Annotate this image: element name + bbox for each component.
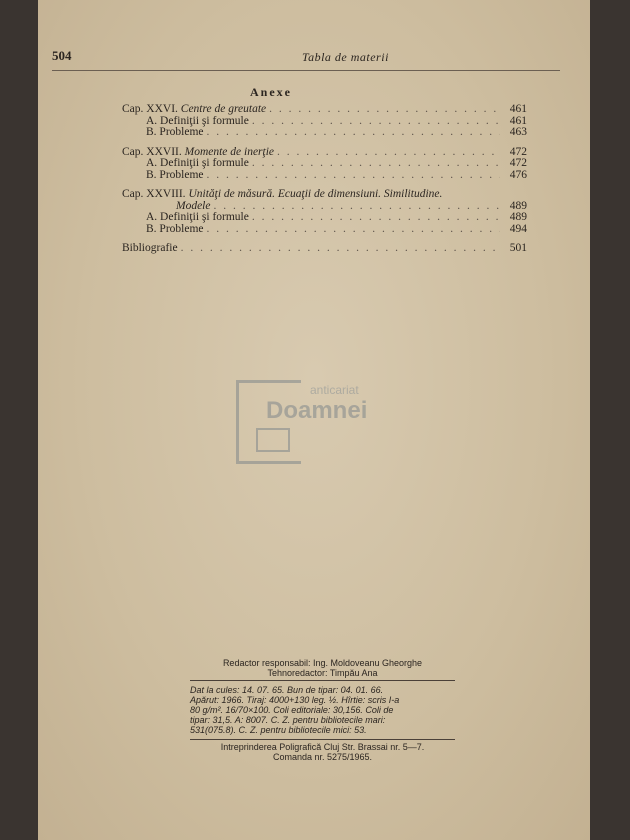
leader-dots: [207, 127, 501, 139]
toc-page-number: 461: [509, 103, 527, 115]
divider: [190, 680, 455, 681]
colophon-editor: Redactor responsabil: Ing. Moldoveanu Gheorghe: [222, 658, 423, 668]
colophon-line: tipar: 31,5. A: 8007. C. Z. pentru bibliotecile mari:: [190, 715, 386, 725]
table-of-contents: [122, 104, 527, 255]
toc-chapter-label: Cap. XXVI.: [122, 103, 178, 115]
toc-page-number: 494: [509, 222, 527, 235]
toc-entry: [122, 170, 527, 182]
toc-entry: [122, 127, 527, 139]
running-title: Tabla de materii: [302, 50, 389, 64]
toc-chapter-title: Centre de greutate: [180, 103, 267, 115]
toc-chapter-title-continued: Modele: [176, 199, 211, 212]
toc-subentry-label: A. Definiţii şi formule: [146, 157, 249, 169]
toc-subentry-label: A. Definiţii şi formule: [146, 114, 249, 127]
watermark-line2: Doamnei: [266, 397, 368, 424]
leader-dots: [277, 147, 500, 159]
toc-entry: [122, 243, 527, 255]
toc-page-number: 489: [509, 211, 527, 223]
books-icon: [256, 428, 290, 452]
toc-page-number: 463: [509, 126, 527, 138]
divider: [190, 739, 455, 740]
leader-dots: [181, 243, 500, 255]
leader-dots: [213, 201, 500, 213]
colophon-line: Dat la cules: 14. 07. 65. Bun de tipar: 04. 01. 66.: [190, 685, 384, 695]
leader-dots: [269, 104, 500, 116]
leader-dots: [252, 116, 500, 128]
leader-dots: [252, 212, 500, 224]
toc-bibliography-label: Bibliografie: [122, 242, 178, 254]
toc-entry: [122, 224, 527, 236]
toc-chapter-label: Cap. XXVII.: [122, 145, 182, 158]
leader-dots: [207, 170, 501, 182]
page-number: 504: [52, 48, 72, 63]
toc-page-number: 472: [509, 145, 527, 158]
toc-entry: [122, 212, 527, 224]
toc-entry: [122, 189, 527, 201]
toc-page-number: 461: [509, 114, 527, 127]
colophon-order: Comanda nr. 5275/1965.: [272, 752, 373, 762]
toc-subentry-label: B. Probleme: [146, 222, 204, 235]
toc-page-number: 501: [509, 242, 527, 254]
leader-dots: [207, 224, 501, 236]
toc-subentry-label: A. Definiţii şi formule: [146, 211, 249, 223]
colophon-print-details: [190, 683, 455, 737]
section-title: Anexe: [250, 85, 292, 99]
toc-subentry-label: B. Probleme: [146, 168, 204, 181]
watermark-line1: anticariat: [310, 383, 359, 397]
toc-page-number: 476: [509, 168, 527, 181]
running-head: [52, 48, 560, 71]
colophon-tech-editor: Tehnoredactor: Timpău Ana: [267, 668, 378, 678]
toc-chapter-title: Unităţi de măsură. Ecuaţii de dimensiuni. Similitudine.: [188, 188, 443, 200]
toc-page-number: 489: [509, 199, 527, 212]
colophon-line: 80 g/m². 16/70×100. Coli editoriale: 30,156. Coli de: [190, 705, 394, 715]
colophon-line: Apărut: 1966. Tiraj: 4000+130 leg. ½. Hîrtie: scris I-a: [190, 695, 400, 705]
toc-entry: [122, 158, 527, 170]
colophon: [190, 658, 455, 762]
colophon-printer: Intreprinderea Poligrafică Cluj Str. Brassai nr. 5—7.: [220, 742, 425, 752]
watermark-logo: [236, 380, 406, 460]
toc-subentry-label: B. Probleme: [146, 126, 204, 138]
leader-dots: [252, 158, 500, 170]
toc-chapter-label: Cap. XXVIII.: [122, 188, 186, 200]
toc-page-number: 472: [509, 157, 527, 169]
colophon-line: 531(075.8). C. Z. pentru bibliotecile mici: 53.: [190, 725, 367, 735]
toc-chapter-title: Momente de inerţie: [184, 145, 275, 158]
toc-entry: [122, 104, 527, 116]
